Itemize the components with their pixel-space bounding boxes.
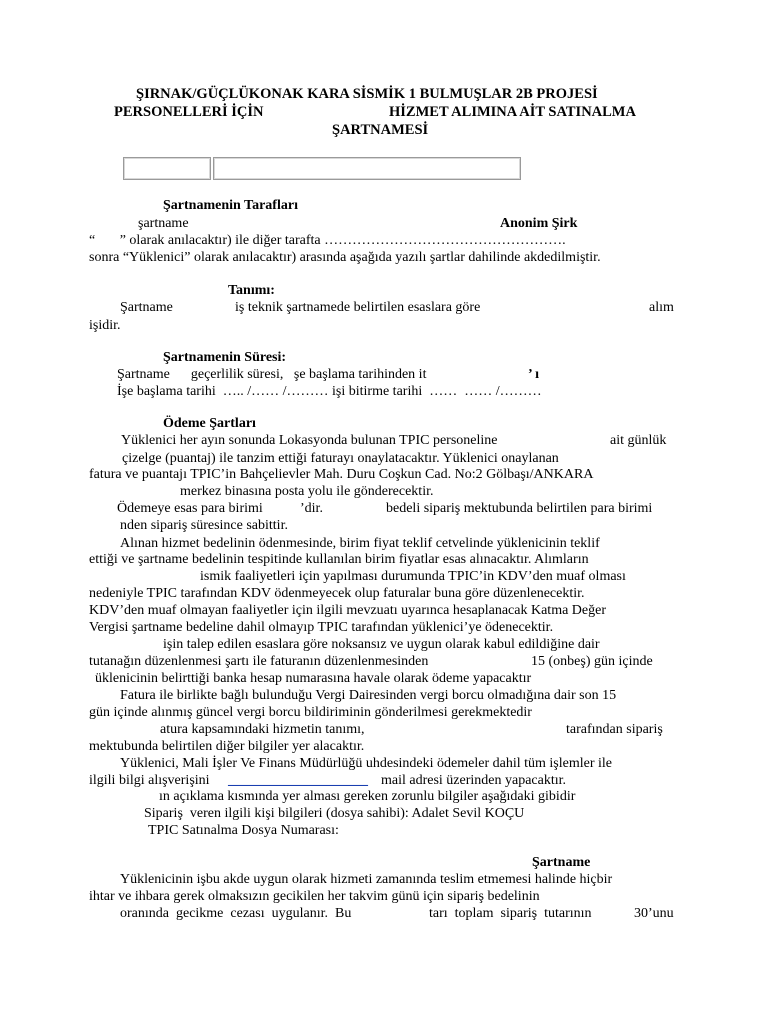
duration-line-2: İşe başlama tarihi ….. /…… /……… işi bitirme tarihi …… …… /………	[117, 384, 542, 399]
definition-line-1a: Şartname	[120, 300, 173, 315]
payment-p1-line-1b: ait günlük	[610, 433, 667, 448]
section-heading-payment: Ödeme Şartları	[163, 416, 256, 431]
payment-p6-line-2: mektubunda belirtilen diğer bilgiler yer alacaktır.	[89, 739, 365, 754]
payment-p3-line-2: ettiği ve şartname bedelinin tespitinde kullanılan birim fiyatlar esas alınacaktır. Alımların	[89, 552, 589, 567]
payment-p5-line-2: gün içinde alınmış güncel vergi borcu bildiriminin gönderilmesi gerekmektedir	[89, 705, 532, 720]
payment-p2-line-2: nden sipariş süresince sabittir.	[120, 518, 288, 533]
title-line-1: ŞIRNAK/GÜÇLÜKONAK KARA SİSMİK 1 BULMUŞLAR 2B PROJESİ	[136, 86, 598, 102]
payment-p5-line-1: Fatura ile birlikte bağlı bulunduğu Vergi Dairesinden vergi borcu olmadığına dair son 15	[120, 688, 617, 703]
duration-line-1b: ’ ı	[528, 367, 540, 382]
payment-p2-line-1a: Ödemeye esas para birimi	[117, 501, 263, 516]
parties-line-3: sonra “Yüklenici” olarak anılacaktır) arasında aşağıda yazılı şartlar dahilinde akdedilmiştir.	[89, 250, 601, 265]
payment-p8-line-2: Sipariş veren ilgili kişi bilgileri (dosya sahibi): Adalet Sevil KOÇU	[144, 806, 525, 821]
payment-p7-line-2b: mail adresi üzerinden yapacaktır.	[381, 773, 567, 788]
parties-line-1b: Anonim Şirk	[500, 216, 578, 231]
blank-field-1[interactable]	[123, 157, 211, 180]
penalty-line-2: ihtar ve ihbara gerek olmaksızın gecikilen her takvim günü için sipariş bedelinin	[89, 889, 540, 904]
payment-p6-line-1a: atura kapsamındaki hizmetin tanımı,	[160, 722, 365, 737]
payment-p7-line-2a: ilgili bilgi alışverişini	[89, 773, 210, 788]
parties-line-1a: şartname	[138, 216, 189, 231]
payment-p1-line-4: merkez binasına posta yolu ile gönderecektir.	[180, 484, 434, 499]
section-heading-parties: Şartnamenin Tarafları	[163, 198, 298, 213]
section-heading-penalty: Şartname	[532, 855, 591, 870]
title-line-2-left: PERSONELLERİ İÇİN	[114, 104, 264, 120]
payment-p1-line-3: fatura ve puantajı TPIC’in Bahçelievler Mah. Duru Coşkun Cad. No:2 Gölbaşı/ANKARA	[89, 467, 594, 482]
title-line-2-right: HİZMET ALIMINA AİT SATINALMA	[389, 104, 636, 120]
penalty-line-3c: 30’unu	[634, 906, 674, 921]
payment-p3-line-4: nedeniyle TPIC tarafından KDV ödenmeyecek olup faturalar buna göre düzenlenecektir.	[89, 586, 585, 601]
definition-line-1c: alım	[649, 300, 674, 315]
payment-p8-line-3: TPIC Satınalma Dosya Numarası:	[148, 823, 339, 838]
mail-address-link[interactable]: ____________________	[228, 773, 368, 788]
penalty-line-3b: tarı toplam sipariş tutarının	[429, 906, 592, 921]
payment-p2-line-1b: ’dir.	[300, 501, 323, 516]
blank-field-2[interactable]	[213, 157, 521, 180]
definition-line-2: işidir.	[89, 318, 121, 333]
section-heading-duration: Şartnamenin Süresi:	[163, 350, 287, 365]
payment-p4-line-3: üklenicinin belirttiği banka hesap numarasına havale olarak ödeme yapacaktır	[95, 671, 532, 686]
payment-p4-line-2a: tutanağın düzenlenmesi şartı ile faturanın düzenlenmesinden	[89, 654, 429, 669]
payment-p7-line-1: Yüklenici, Mali İşler Ve Finans Müdürlüğü uhdesindeki ödemeler dahil tüm işlemler ile	[120, 756, 612, 771]
parties-line-2: “ ” olarak anılacaktır) ile diğer tarafta …………………………………………….	[89, 233, 566, 248]
payment-p3-line-1: Alınan hizmet bedelinin ödenmesinde, birim fiyat teklif cetvelinde yüklenicinin teklif	[120, 536, 600, 551]
duration-line-1a: Şartname geçerlilik süresi, şe başlama tarihinden it	[117, 367, 427, 382]
payment-p2-line-1c: bedeli sipariş mektubunda belirtilen para birimi	[386, 501, 653, 516]
payment-p3-line-5: KDV’den muaf olmayan faaliyetler için ilgili mevzuatı uyarınca hesaplanacak Katma Değer	[89, 603, 607, 618]
definition-line-1b: iş teknik şartnamede belirtilen esaslara göre	[235, 300, 481, 315]
payment-p1-line-1a: Yüklenici her ayın sonunda Lokasyonda bulunan TPIC personeline	[121, 433, 498, 448]
payment-p8-line-1: ın açıklama kısmında yer alması gereken zorunlu bilgiler aşağıdaki gibidir	[159, 789, 576, 804]
payment-p3-line-6: Vergisi şartname bedeline dahil olmayıp TPIC tarafından yüklenici’ye ödenecektir.	[89, 620, 554, 635]
payment-p6-line-1b: tarafından sipariş	[566, 722, 663, 737]
penalty-line-1: Yüklenicinin işbu akde uygun olarak hizmeti zamanında teslim etmemesi halinde hiçbir	[120, 872, 613, 887]
payment-p3-line-3: ismik faaliyetleri için yapılması durumunda TPIC’in KDV’den muaf olması	[200, 569, 626, 584]
payment-p4-line-1: işin talep edilen esaslara göre noksansız ve uygun olarak kabul edildiğine dair	[163, 637, 600, 652]
payment-p4-line-2b: 15 (onbeş) gün içinde	[531, 654, 653, 669]
penalty-line-3a: oranında gecikme cezası uygulanır. Bu	[120, 906, 352, 921]
payment-p1-line-2: çizelge (puantaj) ile tanzim ettiği faturayı onaylatacaktır. Yüklenici onaylanan	[122, 451, 559, 466]
section-heading-definition: Tanımı:	[228, 283, 275, 298]
title-line-3: ŞARTNAMESİ	[332, 122, 429, 138]
